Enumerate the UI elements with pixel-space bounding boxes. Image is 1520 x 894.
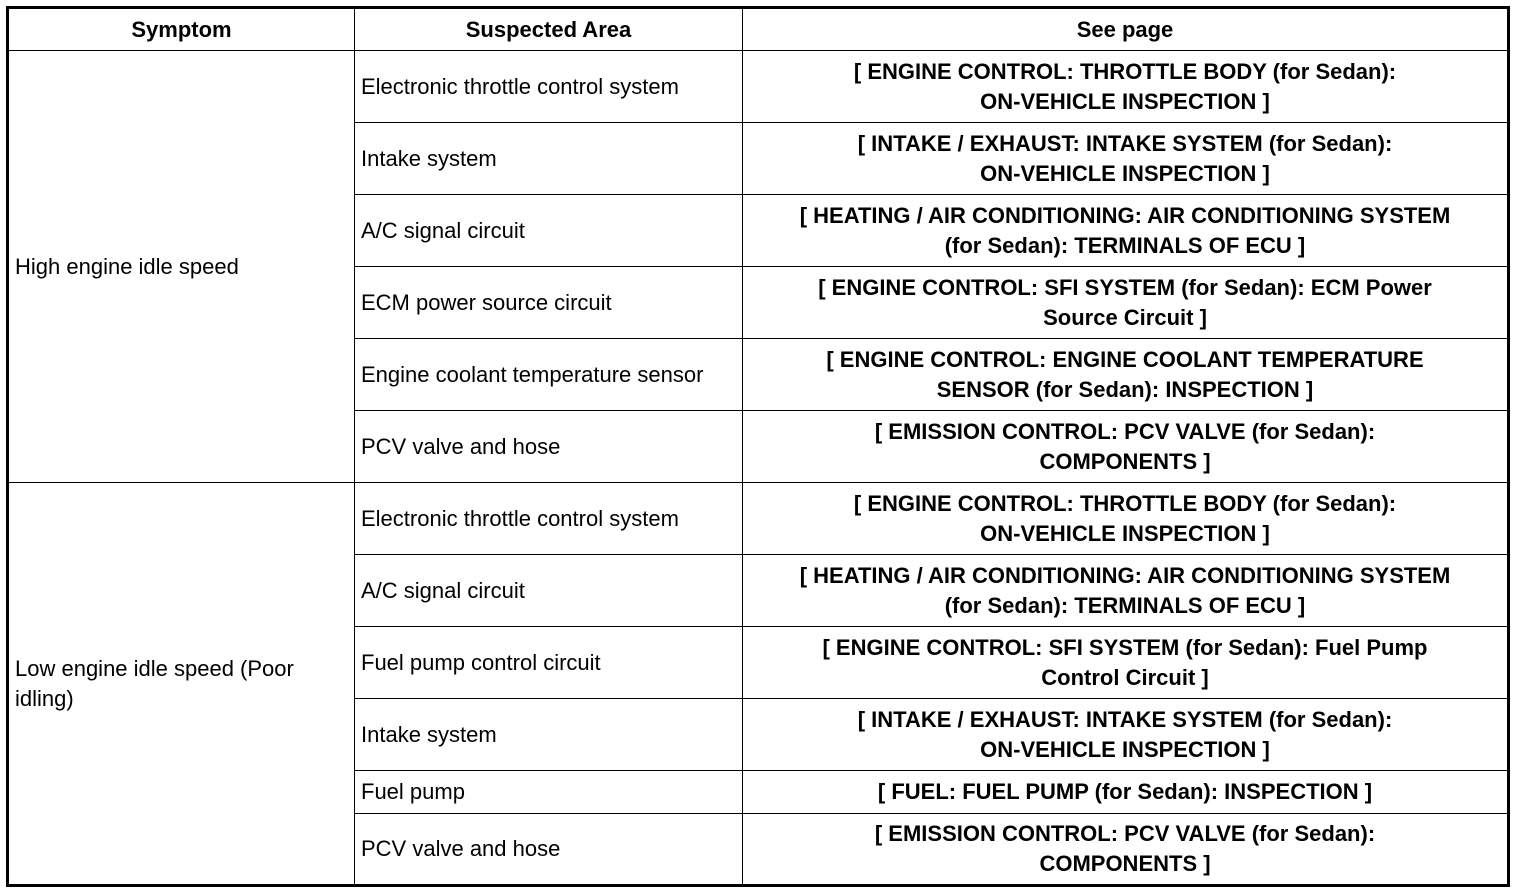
ref-line-2: ON-VEHICLE INSPECTION ] [980, 160, 1270, 186]
see-page-link[interactable] [743, 195, 1509, 267]
ref-line-1: [ EMISSION CONTROL: PCV VALVE (for Sedan): [874, 821, 1376, 846]
table-row [8, 51, 1509, 123]
ref-line-2: (for Sedan): TERMINALS OF ECU ] [944, 592, 1306, 618]
ref-line-2: Control Circuit ] [1041, 664, 1209, 690]
suspected-area-cell: Intake system [355, 123, 743, 195]
ref-line-2: ON-VEHICLE INSPECTION ] [980, 736, 1270, 762]
ref-line-2: ON-VEHICLE INSPECTION ] [980, 520, 1270, 546]
suspected-area-cell: A/C signal circuit [355, 555, 743, 627]
see-page-link[interactable] [743, 814, 1509, 886]
table-row [8, 483, 1509, 555]
suspected-area-cell: Fuel pump control circuit [355, 627, 743, 699]
ref-line-1: [ ENGINE CONTROL: ENGINE COOLANT TEMPERATURE [826, 346, 1424, 372]
see-page-link[interactable] [743, 411, 1509, 483]
ref-line-1: [ EMISSION CONTROL: PCV VALVE (for Sedan): [874, 418, 1376, 444]
symptom-cell: High engine idle speed [8, 51, 355, 483]
header-symptom: Symptom [8, 8, 355, 51]
see-page-link[interactable] [743, 483, 1509, 555]
ref-line-1: [ ENGINE CONTROL: THROTTLE BODY (for Sedan): [853, 58, 1397, 84]
suspected-area-cell: A/C signal circuit [355, 195, 743, 267]
ref-line-1: [ HEATING / AIR CONDITIONING: AIR CONDITIONING SYSTEM [799, 202, 1451, 228]
suspected-area-cell: Electronic throttle control system [355, 483, 743, 555]
see-page-link[interactable] [743, 771, 1509, 814]
ref-line-1: [ HEATING / AIR CONDITIONING: AIR CONDITIONING SYSTEM [799, 562, 1451, 588]
ref-line-2: Source Circuit ] [1043, 304, 1207, 330]
see-page-link[interactable] [743, 123, 1509, 195]
suspected-area-cell: Fuel pump [355, 771, 743, 814]
see-page-link[interactable] [743, 51, 1509, 123]
see-page-link[interactable] [743, 699, 1509, 771]
see-page-link[interactable] [743, 627, 1509, 699]
suspected-area-cell: ECM power source circuit [355, 267, 743, 339]
symptom-cell: Low engine idle speed (Poor idling) [8, 483, 355, 886]
ref-line-1: [ ENGINE CONTROL: THROTTLE BODY (for Sedan): [853, 490, 1397, 516]
suspected-area-cell: PCV valve and hose [355, 814, 743, 886]
ref-line-2: (for Sedan): TERMINALS OF ECU ] [944, 232, 1306, 258]
header-suspected-area: Suspected Area [355, 8, 743, 51]
ref-line-1: [ INTAKE / EXHAUST: INTAKE SYSTEM (for Sedan): [857, 706, 1393, 732]
ref-line-2: SENSOR (for Sedan): INSPECTION ] [936, 376, 1314, 402]
ref-line-1: [ ENGINE CONTROL: SFI SYSTEM (for Sedan): ECM Power [818, 274, 1432, 300]
ref-line-1: [ INTAKE / EXHAUST: INTAKE SYSTEM (for Sedan): [857, 130, 1393, 156]
ref-line-2: ON-VEHICLE INSPECTION ] [980, 88, 1270, 114]
ref-line-1: [ ENGINE CONTROL: SFI SYSTEM (for Sedan): Fuel Pump [822, 634, 1428, 660]
suspected-area-cell: Engine coolant temperature sensor [355, 339, 743, 411]
header-row [8, 8, 1509, 51]
see-page-link[interactable] [743, 555, 1509, 627]
see-page-link[interactable] [743, 267, 1509, 339]
suspected-area-cell: Electronic throttle control system [355, 51, 743, 123]
ref-line-2: COMPONENTS ] [1039, 448, 1211, 474]
symptom-table [6, 6, 1510, 887]
suspected-area-cell: Intake system [355, 699, 743, 771]
header-see-page: See page [743, 8, 1509, 51]
suspected-area-cell: PCV valve and hose [355, 411, 743, 483]
ref-line-2: COMPONENTS ] [1039, 851, 1211, 876]
see-page-link[interactable] [743, 339, 1509, 411]
ref-line-1: [ FUEL: FUEL PUMP (for Sedan): INSPECTION ] [877, 779, 1373, 804]
